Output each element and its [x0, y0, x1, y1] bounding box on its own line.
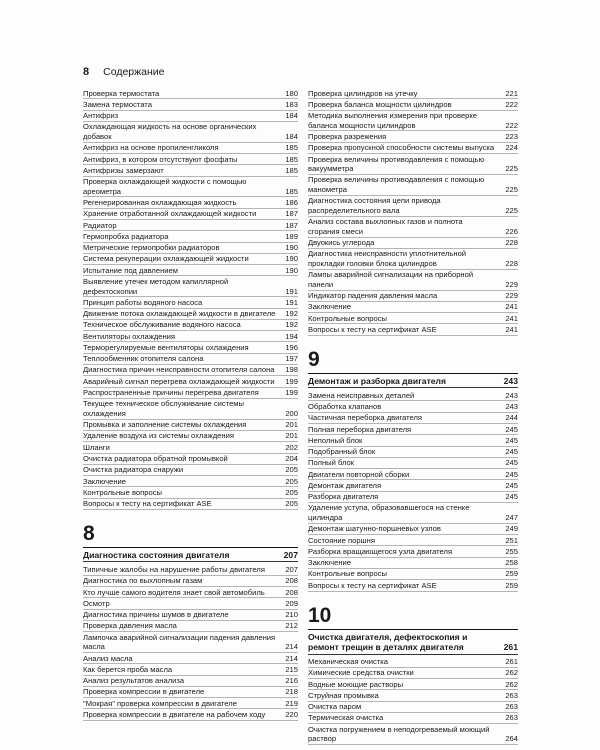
toc-entry[interactable] — [83, 499, 298, 510]
toc-entry-page: 208 — [285, 587, 298, 597]
toc-entry-title: Типичные жалобы на нарушение работы двигателя — [83, 564, 265, 574]
toc-entry-page: 180 — [285, 88, 298, 98]
toc-entry-page: 243 — [505, 390, 518, 400]
toc-entry-page: 259 — [505, 580, 518, 590]
toc-entry-title: Обработка клапанов — [308, 401, 382, 411]
page-header — [83, 66, 165, 78]
toc-entry-title: Проверка охлаждающей жидкости с помощью ареометра — [83, 177, 247, 196]
toc-entry-page: 202 — [285, 442, 298, 452]
toc-entry-title: Проверка пропускной способности системы выпуска — [308, 143, 495, 153]
toc-entry-page: 196 — [285, 342, 298, 352]
toc-entry-page: 264 — [505, 734, 518, 744]
toc-entry-page: 228 — [505, 238, 518, 247]
toc-entry[interactable] — [83, 309, 298, 320]
toc-entry-title: Очистка радиатора снаружи — [83, 465, 184, 475]
toc-entry-page: 187 — [285, 209, 298, 219]
toc-entry-title: "Мокрая" проверка компрессии в двигателе — [83, 698, 237, 708]
toc-entry-title: Демонтаж двигателя — [308, 480, 382, 490]
toc-entry-title: Метрические гермопробки радиаторов — [83, 243, 220, 253]
toc-entry-page: 197 — [285, 354, 298, 364]
chapter-title: Очистка двигателя, дефектоскопия и ремонт трещин в деталях двигателя — [308, 631, 468, 653]
toc-entry-title: Проверка давления масла — [83, 621, 177, 631]
toc-entry-page: 199 — [285, 376, 298, 386]
toc-entry[interactable] — [83, 610, 298, 621]
toc-entry[interactable] — [83, 476, 298, 487]
toc-entry-page: 189 — [285, 231, 298, 241]
toc-entry[interactable] — [308, 713, 518, 724]
toc-entry[interactable] — [308, 657, 518, 668]
toc-entry-title: Промывка и заполнение системы охлаждения — [83, 420, 247, 430]
toc-entry[interactable] — [83, 276, 298, 297]
toc-entry-page: 207 — [285, 564, 298, 574]
toc-entry-page: 229 — [505, 279, 518, 289]
toc-entry-page: 214 — [285, 653, 298, 663]
toc-entry[interactable] — [308, 270, 518, 291]
toc-entry-page: 262 — [505, 668, 518, 678]
toc-entry-title: Антифриз — [83, 111, 119, 121]
chapter-page: 207 — [283, 549, 298, 560]
toc-entry[interactable] — [308, 668, 518, 679]
toc-entry-title: Удаление уступа, образовавшегося на стенке цилиндра — [308, 503, 470, 523]
toc-entry-page: 225 — [505, 205, 518, 215]
toc-entry-title: Водные моющие растворы — [308, 679, 404, 689]
toc-entry[interactable] — [308, 175, 518, 196]
toc-entry[interactable] — [83, 320, 298, 331]
toc-entry-page: 216 — [285, 676, 298, 686]
toc-entry-title: Хранение отработанной охлаждающей жидкости — [83, 209, 257, 219]
toc-entry-page: 192 — [285, 309, 298, 319]
toc-entry[interactable] — [83, 653, 298, 664]
toc-entry-title: Антифриз на основе пропиленгликоля — [83, 143, 219, 153]
toc-entry[interactable] — [83, 431, 298, 442]
toc-entry-title: Вопросы к тесту на сертификат ASE — [83, 499, 212, 509]
toc-entry[interactable] — [308, 111, 518, 132]
toc-entry-title: Проверка баланса мощности цилиндров — [308, 99, 452, 109]
toc-entry-page: 218 — [285, 687, 298, 697]
toc-entry[interactable] — [83, 88, 298, 99]
toc-entry-page: 245 — [505, 424, 518, 434]
toc-entry-page: 183 — [285, 99, 298, 109]
toc-entry[interactable] — [83, 154, 298, 165]
toc-list — [308, 657, 518, 746]
toc-entry-title: Полный блок — [308, 458, 355, 468]
toc-list — [308, 390, 518, 591]
chapter-heading[interactable] — [83, 547, 298, 563]
toc-entry-title: Заключение — [83, 476, 127, 486]
toc-entry-title: Антифризы замерзают — [83, 165, 164, 175]
toc-entry[interactable] — [83, 621, 298, 632]
toc-entry[interactable] — [83, 342, 298, 353]
toc-entry-page: 185 — [285, 154, 298, 164]
toc-entry-page: 263 — [505, 690, 518, 700]
toc-entry-page: 201 — [285, 431, 298, 441]
toc-entry-page: 226 — [505, 226, 518, 236]
toc-entry-page: 191 — [285, 297, 298, 307]
toc-entry-page: 201 — [285, 420, 298, 430]
toc-entry[interactable] — [308, 535, 518, 546]
chapter-10 — [308, 605, 518, 746]
toc-entry-page: 184 — [285, 111, 298, 121]
toc-entry[interactable] — [83, 632, 298, 653]
chapter-number: 10 — [308, 603, 332, 627]
toc-entry[interactable] — [83, 220, 298, 231]
toc-entry-title: Испытание под давлением — [83, 265, 178, 275]
toc-entry-page: 205 — [285, 487, 298, 497]
toc-entry[interactable] — [83, 376, 298, 387]
toc-list — [83, 88, 298, 510]
toc-entry-page: 241 — [505, 313, 518, 323]
toc-entry-title: Антифриз, в котором отсутствуют фосфаты — [83, 154, 238, 164]
toc-entry-title: Частичная переборка двигателя — [308, 413, 422, 423]
chapter-number: 8 — [83, 521, 95, 545]
toc-entry-page: 185 — [285, 165, 298, 175]
toc-entry-page: 191 — [285, 286, 298, 296]
toc-entry-title: Проверка разрежения — [308, 131, 387, 141]
toc-entry[interactable] — [83, 676, 298, 687]
toc-entry[interactable] — [308, 143, 518, 154]
toc-entry-title: Шланги — [83, 442, 110, 452]
toc-entry[interactable] — [308, 424, 518, 435]
toc-entry[interactable] — [83, 598, 298, 609]
toc-entry-title: Лампочка аварийной сигнализации падения давления масла — [83, 632, 276, 652]
toc-entry[interactable] — [83, 587, 298, 598]
chapter-title: Диагностика состояния двигателя — [83, 549, 230, 560]
toc-entry[interactable] — [308, 546, 518, 557]
toc-entry-title: Очистка паром — [308, 702, 362, 712]
toc-entry-page: 220 — [285, 709, 298, 719]
toc-entry-page: 210 — [285, 610, 298, 620]
toc-entry[interactable] — [83, 388, 298, 399]
toc-entry-page: 259 — [505, 569, 518, 579]
toc-entry[interactable] — [308, 291, 518, 302]
toc-entry[interactable] — [83, 687, 298, 698]
toc-entry[interactable] — [308, 154, 518, 175]
toc-entry[interactable] — [83, 243, 298, 254]
toc-entry-page: 215 — [285, 664, 298, 674]
toc-entry-title: Вопросы к тесту на сертификат ASE — [308, 324, 437, 334]
toc-entry-page: 251 — [505, 535, 518, 545]
toc-entry-title: Регенерированная охлаждающая жидкость — [83, 197, 237, 207]
toc-entry-page: 245 — [505, 492, 518, 502]
toc-entry-title: Неполный блок — [308, 435, 363, 445]
toc-entry-page: 263 — [505, 702, 518, 712]
toc-entry-title: Техническое обслуживание водяного насоса — [83, 320, 241, 330]
toc-entry[interactable] — [308, 302, 518, 313]
toc-entry[interactable] — [308, 447, 518, 458]
toc-entry-title: Радиатор — [83, 220, 117, 230]
toc-entry-title: Гермопробка радиатора — [83, 231, 169, 241]
toc-entry-title: Разборка двигателя — [308, 492, 379, 502]
toc-entry[interactable] — [308, 690, 518, 701]
toc-entry-page: 185 — [285, 186, 298, 196]
toc-entry[interactable] — [83, 122, 298, 143]
toc-list — [83, 564, 298, 720]
toc-entry[interactable] — [83, 197, 298, 208]
toc-entry-title: Охлаждающая жидкость на основе органических добавок — [83, 122, 257, 141]
toc-entry-title: Термическая очистка — [308, 713, 384, 723]
toc-entry-page: 194 — [285, 331, 298, 341]
toc-entry-page: 205 — [285, 499, 298, 509]
toc-entry-title: Кто лучше самого водителя знает свой автомобиль — [83, 587, 265, 597]
toc-entry-title: Распространенные причины перегрева двигателя — [83, 388, 259, 398]
toc-entry-title: Диагностика неисправности уплотнительной прокладки головки блока цилиндров — [308, 249, 467, 268]
toc-entry-page: 262 — [505, 679, 518, 689]
toc-entry-page: 214 — [285, 642, 298, 652]
toc-entry-page: 249 — [505, 524, 518, 534]
toc-entry-page: 221 — [505, 88, 518, 98]
toc-entry[interactable] — [308, 492, 518, 503]
toc-entry-page: 212 — [285, 621, 298, 631]
toc-entry-page: 204 — [285, 454, 298, 464]
toc-entry-title: Демонтаж шатунно-поршневых узлов — [308, 524, 441, 534]
toc-entry-title: Состояние поршня — [308, 535, 375, 545]
toc-entry-title: Методика выполнения измерения при проверке баланса мощности цилиндров — [308, 111, 478, 130]
toc-entry[interactable] — [308, 724, 518, 745]
toc-entry-page: 224 — [505, 143, 518, 153]
toc-entry-title: Очистка погружением в неподогреваемый моющий раствор — [308, 724, 490, 744]
toc-entry[interactable] — [308, 503, 518, 524]
toc-entry[interactable] — [83, 143, 298, 154]
page-number: 8 — [83, 66, 90, 78]
toc-entry[interactable] — [308, 196, 518, 217]
toc-entry-title: Теплообменник отопителя салона — [83, 354, 204, 364]
toc-entry-page: 209 — [285, 598, 298, 608]
toc-entry[interactable] — [83, 465, 298, 476]
toc-entry[interactable] — [308, 401, 518, 412]
toc-entry-title: Текущее техническое обслуживание системы охлаждения — [83, 399, 244, 418]
toc-entry-page: 208 — [285, 576, 298, 586]
toc-entry[interactable] — [83, 487, 298, 498]
toc-entry-title: Терморегулируемые вентиляторы охлаждения — [83, 342, 249, 352]
toc-entry-page: 186 — [285, 197, 298, 207]
toc-entry[interactable] — [83, 420, 298, 431]
toc-entry-page: 245 — [505, 480, 518, 490]
toc-entry-title: Выявление утечек методом капиллярной дефектоскопии — [83, 276, 229, 296]
toc-entry[interactable] — [83, 709, 298, 720]
chapter-9 — [308, 349, 518, 592]
page-title: Содержание — [103, 66, 165, 78]
chapter-heading[interactable] — [308, 373, 518, 389]
toc-entry-page: 241 — [505, 324, 518, 334]
toc-entry-title: Проверка компрессии в двигателе на рабочем ходу — [83, 709, 266, 719]
toc-entry[interactable] — [83, 254, 298, 265]
toc-entry-title: Диагностика причины шумов в двигателе — [83, 610, 229, 620]
toc-entry-page: 263 — [505, 713, 518, 723]
right-column — [308, 88, 518, 745]
toc-entry-page: 241 — [505, 302, 518, 312]
toc-entry-page: 187 — [285, 220, 298, 230]
chapter-page: 243 — [503, 375, 518, 386]
chapter-heading[interactable] — [308, 629, 518, 655]
toc-list — [308, 88, 518, 336]
toc-entry[interactable] — [308, 99, 518, 110]
toc-entry-title: Замена неисправных деталей — [308, 390, 415, 400]
toc-entry[interactable] — [83, 354, 298, 365]
toc-entry[interactable] — [308, 702, 518, 713]
toc-entry-page: 222 — [505, 120, 518, 130]
toc-entry[interactable] — [308, 324, 518, 335]
toc-entry-title: Двигатели повторной сборки — [308, 469, 410, 479]
toc-entry-title: Как берется проба масла — [83, 664, 173, 674]
toc-entry-title: Диагностика по выхлопным газам — [83, 576, 203, 586]
toc-entry-page: 222 — [505, 99, 518, 109]
toc-entry-title: Лампы аварийной сигнализации на приборной панели — [308, 270, 474, 289]
toc-entry[interactable] — [308, 249, 518, 270]
toc-entry-page: 245 — [505, 435, 518, 445]
toc-entry-title: Удаление воздуха из системы охлаждения — [83, 431, 234, 441]
toc-entry-title: Анализ масла — [83, 653, 133, 663]
toc-entry[interactable] — [83, 365, 298, 376]
toc-entry-title: Проверка цилиндров на утечку — [308, 88, 418, 98]
toc-entry-page: 229 — [505, 291, 518, 301]
toc-entry-page: 198 — [285, 365, 298, 375]
toc-entry[interactable] — [308, 88, 518, 99]
toc-entry-page: 243 — [505, 401, 518, 411]
toc-entry-page: 199 — [285, 388, 298, 398]
toc-entry[interactable] — [308, 458, 518, 469]
toc-entry-page: 245 — [505, 447, 518, 457]
toc-entry-page: 223 — [505, 131, 518, 141]
toc-entry-title: Анализ состава выхлопных газов и полнота сгорания смеси — [308, 217, 463, 236]
toc-entry-title: Принцип работы водяного насоса — [83, 297, 203, 307]
toc-entry[interactable] — [83, 231, 298, 242]
toc-entry[interactable] — [308, 413, 518, 424]
toc-entry[interactable] — [83, 177, 298, 198]
toc-entry-title: Вопросы к тесту на сертификат ASE — [308, 580, 437, 590]
toc-entry-title: Индикатор падения давления масла — [308, 291, 438, 301]
toc-entry-title: Струйная промывка — [308, 690, 379, 700]
toc-entry[interactable] — [308, 435, 518, 446]
toc-entry-page: 190 — [285, 243, 298, 253]
toc-entry-page: 184 — [285, 131, 298, 141]
toc-entry-title: Заключение — [308, 302, 352, 312]
toc-entry-title: Движение потока охлаждающей жидкости в двигателе — [83, 309, 276, 319]
toc-entry[interactable] — [308, 390, 518, 401]
toc-entry[interactable] — [83, 576, 298, 587]
toc-entry-page: 219 — [285, 698, 298, 708]
toc-entry-title: Осмотр — [83, 598, 110, 608]
toc-entry-page: 192 — [285, 320, 298, 330]
toc-entry-title: Проверка термостата — [83, 88, 160, 98]
left-column — [83, 88, 298, 721]
toc-entry-page: 245 — [505, 458, 518, 468]
toc-entry[interactable] — [83, 111, 298, 122]
toc-entry-page: 205 — [285, 476, 298, 486]
toc-entry[interactable] — [308, 131, 518, 142]
toc-entry[interactable] — [308, 469, 518, 480]
toc-entry-title: Двуокись углерода — [308, 238, 375, 247]
toc-entry-page: 255 — [505, 546, 518, 556]
toc-entry[interactable] — [83, 698, 298, 709]
toc-entry[interactable] — [83, 165, 298, 176]
toc-entry-title: Проверка величины противодавления с помощью манометра — [308, 175, 485, 194]
toc-entry-title: Контрольные вопросы — [308, 569, 387, 579]
toc-entry-page: 190 — [285, 254, 298, 264]
toc-entry[interactable] — [308, 313, 518, 324]
toc-entry-title: Разборка вращающегося узла двигателя — [308, 546, 453, 556]
toc-entry-title: Проверка компрессии в двигателе — [83, 687, 205, 697]
toc-entry[interactable] — [83, 99, 298, 110]
toc-entry-title: Замена термостата — [83, 99, 152, 109]
toc-entry-page: 190 — [285, 265, 298, 275]
toc-entry[interactable] — [83, 664, 298, 675]
toc-entry-title: Диагностика причин неисправности отопителя салона — [83, 365, 275, 375]
toc-entry[interactable] — [83, 331, 298, 342]
toc-entry-title: Контрольные вопросы — [308, 313, 387, 323]
toc-entry[interactable] — [83, 265, 298, 276]
toc-entry-title: Аварийный сигнал перегрева охлаждающей жидкости — [83, 376, 275, 386]
toc-entry[interactable] — [308, 238, 518, 249]
toc-entry-page: 258 — [505, 558, 518, 568]
toc-entry-page: 247 — [505, 513, 518, 523]
chapter-title: Демонтаж и разборка двигателя — [308, 375, 447, 386]
toc-entry-page: 228 — [505, 258, 518, 268]
toc-entry-page: 261 — [505, 657, 518, 667]
toc-entry-title: Механическая очистка — [308, 657, 388, 667]
toc-entry[interactable] — [308, 558, 518, 569]
toc-entry-page: 185 — [285, 143, 298, 153]
toc-entry[interactable] — [308, 580, 518, 591]
toc-entry[interactable] — [308, 480, 518, 491]
toc-entry[interactable] — [308, 679, 518, 690]
toc-entry-page: 244 — [505, 413, 518, 423]
toc-entry-title: Подобранный блок — [308, 447, 376, 457]
toc-entry[interactable] — [308, 569, 518, 580]
toc-entry-title: Вентиляторы охлаждения — [83, 331, 176, 341]
toc-entry[interactable] — [83, 209, 298, 220]
toc-entry[interactable] — [83, 564, 298, 575]
toc-entry-page: 205 — [285, 465, 298, 475]
toc-entry-title: Заключение — [308, 558, 352, 568]
toc-entry-title: Химические средства очистки — [308, 668, 414, 678]
toc-entry-title: Контрольные вопросы — [83, 487, 162, 497]
toc-entry[interactable] — [308, 217, 518, 238]
toc-entry-page: 200 — [285, 408, 298, 418]
toc-entry-page: 245 — [505, 469, 518, 479]
toc-entry-title: Очистка радиатора обратной промывкой — [83, 454, 228, 464]
toc-entry-title: Анализ результатов анализа — [83, 676, 185, 686]
toc-entry[interactable] — [308, 524, 518, 535]
toc-entry-title: Полная переборка двигателя — [308, 424, 412, 434]
chapter-number: 9 — [308, 347, 320, 371]
toc-entry-title: Проверка величины противодавления с помощью вакуумметра — [308, 154, 485, 174]
toc-entry-page: 225 — [505, 184, 518, 194]
chapter-8 — [83, 523, 298, 721]
toc-entry[interactable] — [83, 399, 298, 420]
toc-entry-title: Диагностика состояния цепи привода распределительного вала — [308, 196, 441, 215]
toc-entry[interactable] — [83, 442, 298, 453]
chapter-page: 261 — [503, 642, 518, 653]
toc-entry[interactable] — [83, 454, 298, 465]
toc-entry[interactable] — [83, 297, 298, 308]
toc-entry-title: Система рекуперации охлаждающей жидкости — [83, 254, 249, 264]
toc-entry-page: 225 — [505, 164, 518, 174]
